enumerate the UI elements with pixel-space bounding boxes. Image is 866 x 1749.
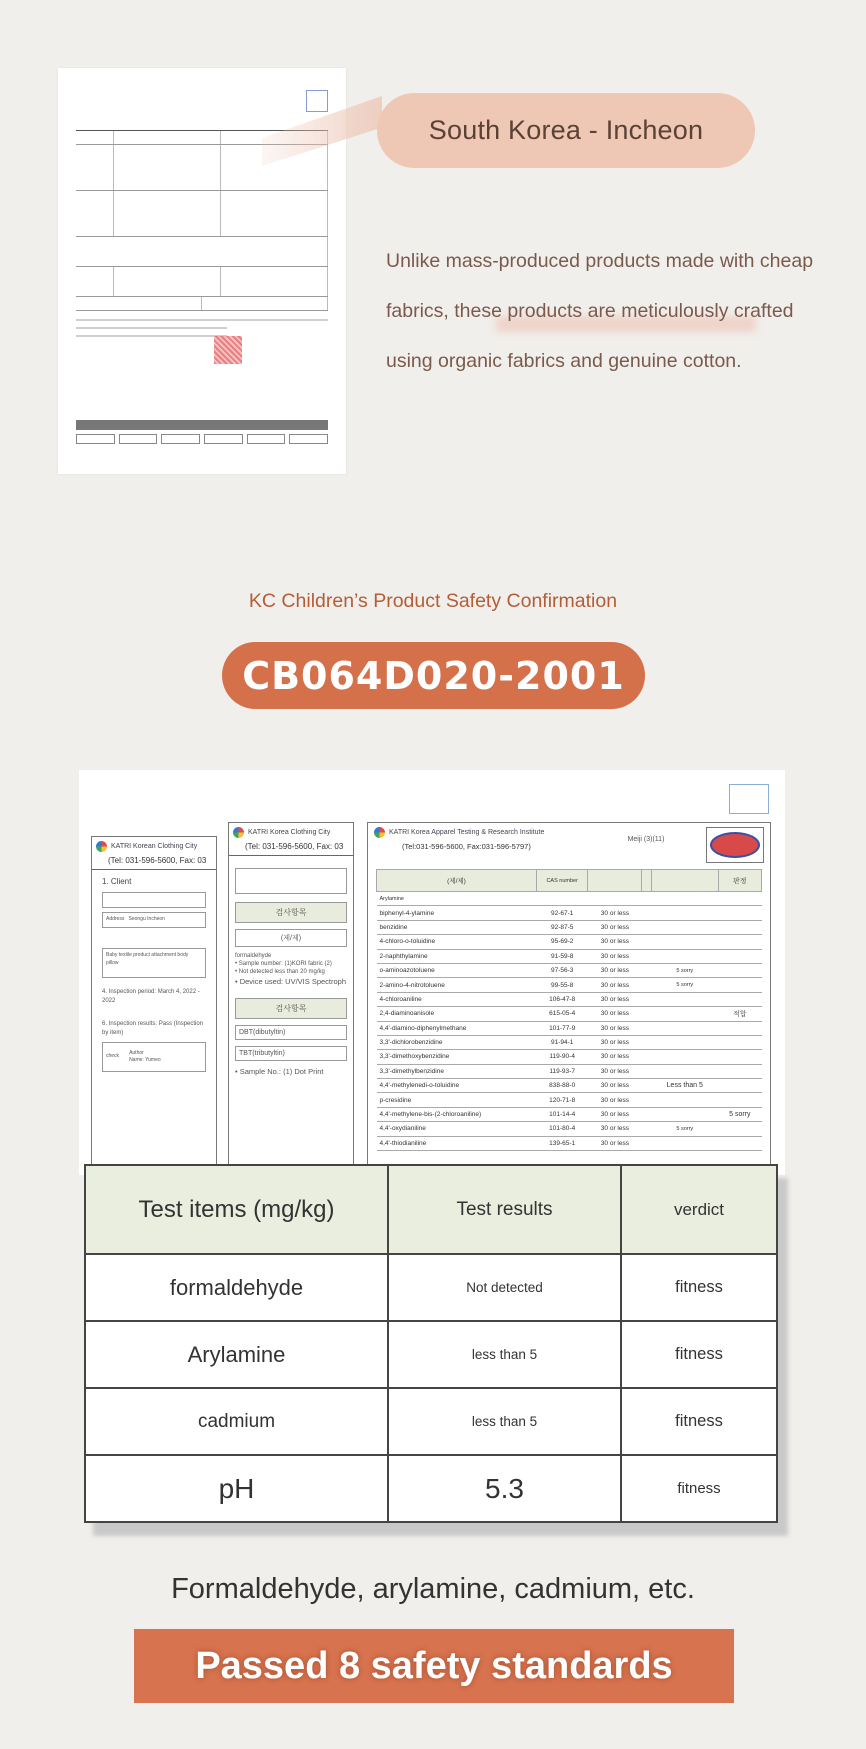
- limit: 30 or less: [588, 992, 642, 1006]
- tested-substances-summary: Formaldehyde, arylamine, cadmium, etc.: [171, 1573, 695, 1605]
- location-badge: South Korea - Incheon: [377, 93, 755, 168]
- limit: 30 or less: [588, 1007, 642, 1021]
- verdict: [718, 949, 761, 963]
- result-1: [642, 920, 651, 934]
- limit: 30 or less: [588, 1107, 642, 1121]
- table-row: [85, 1455, 777, 1522]
- arylamine-row: [377, 1107, 762, 1121]
- test-verdict: fitness: [621, 1321, 777, 1388]
- cas-number: 91-94-1: [537, 1035, 588, 1049]
- test-result: 5.3: [388, 1455, 621, 1522]
- table-row: [85, 1388, 777, 1455]
- substance-name: biphenyl-4-ylamine: [377, 906, 537, 920]
- cas-number: 99-55-8: [537, 978, 588, 992]
- test-report-page-3: [367, 822, 771, 1175]
- cas-number: 95-69-2: [537, 935, 588, 949]
- result-2: 5 sorry: [651, 978, 718, 992]
- result-2: [651, 1064, 718, 1078]
- inspection-item-heading: 검사항목: [235, 998, 347, 1019]
- limit: 30 or less: [588, 1050, 642, 1064]
- arylamine-row: [377, 992, 762, 1006]
- katri-logo-icon: [233, 827, 244, 838]
- substance-name: 4,4'-diamino-diphenylmethane: [377, 1021, 537, 1035]
- katri-logo: KATRI Korea Apparel Testing & Research Institute: [374, 827, 586, 838]
- substance-name: 4,4'-thiodianiline: [377, 1136, 537, 1150]
- substance-name: 4,4'-methylenedi-o-toluidine: [377, 1079, 537, 1093]
- cas-number: 139-65-1: [537, 1136, 588, 1150]
- test-item: formaldehyde: [85, 1254, 388, 1321]
- report-bullet: • Device used: UV/VIS Spectroph: [235, 977, 347, 986]
- result-1: [642, 1050, 651, 1064]
- verdict: 적합: [718, 1007, 761, 1021]
- certificate-stamp-icon: [306, 90, 328, 112]
- arylamine-row: [377, 978, 762, 992]
- certificate-text-lines: [76, 319, 328, 337]
- result-1: [642, 1122, 651, 1136]
- result-1: [642, 1136, 651, 1150]
- cas-number: 106-47-8: [537, 992, 588, 1006]
- report-bullet: • Sample number: (1)KORI fabric (2): [235, 961, 332, 967]
- test-item: Arylamine: [85, 1321, 388, 1388]
- verdict: [718, 1079, 761, 1093]
- table-row: [85, 1321, 777, 1388]
- result-1: [642, 992, 651, 1006]
- formaldehyde-label: formaldehyde: [235, 953, 272, 959]
- result-2: [651, 1107, 718, 1121]
- arylamine-row: [377, 1021, 762, 1035]
- test-results-table: [84, 1164, 778, 1523]
- inspection-item-heading: 검사항목: [235, 902, 347, 923]
- check-box: check Author Name: Yumeo: [102, 1042, 206, 1072]
- arylamine-row: [377, 935, 762, 949]
- result-2: [651, 1136, 718, 1150]
- limit: 30 or less: [588, 949, 642, 963]
- arylamine-heading: Arylamine: [377, 892, 762, 906]
- substance-name: p-cresidine: [377, 1093, 537, 1107]
- result-1: [642, 963, 651, 977]
- arylamine-row: [377, 1035, 762, 1049]
- limit: 30 or less: [588, 963, 642, 977]
- tbt-label: TBT(tributyltin): [235, 1046, 347, 1061]
- cas-number: 101-14-4: [537, 1107, 588, 1121]
- result-2: [651, 1021, 718, 1035]
- arylamine-row: [377, 1064, 762, 1078]
- limit: 30 or less: [588, 1021, 642, 1035]
- result-2: Less than 5: [651, 1079, 718, 1093]
- substance-name: o-aminoazotoluene: [377, 963, 537, 977]
- lab-phone: (Tel: 031-596-5600, Fax: 03: [92, 856, 216, 870]
- verdict: [718, 1035, 761, 1049]
- certificate-header: [76, 90, 328, 130]
- limit: 30 or less: [588, 1136, 642, 1150]
- result-1: [642, 949, 651, 963]
- limit: 30 or less: [588, 978, 642, 992]
- result-2: [651, 992, 718, 1006]
- verdict: 5 sorry: [718, 1107, 761, 1121]
- column-verdict: 판정: [718, 870, 761, 892]
- verdict: [718, 963, 761, 977]
- verdict: [718, 1136, 761, 1150]
- limit: 30 or less: [588, 1093, 642, 1107]
- sample-number: • Sample No.: (1) Dot Print: [235, 1067, 324, 1076]
- lab-phone: (Tel:031-596-5600, Fax:031-596-5797): [402, 842, 531, 851]
- result-1: [642, 978, 651, 992]
- report-bullet: • Not detected less than 20 mg/kg: [235, 969, 325, 975]
- cas-number: 101-80-4: [537, 1122, 588, 1136]
- result-1: [642, 1093, 651, 1107]
- report-corner-stamp-icon: [729, 784, 769, 814]
- limit: 30 or less: [588, 1064, 642, 1078]
- client-name-box: [102, 892, 206, 908]
- katri-logo-icon: [96, 841, 107, 852]
- result-1: [642, 935, 651, 949]
- column-cas: CAS number: [537, 870, 588, 892]
- cas-number: 838-88-0: [537, 1079, 588, 1093]
- certificate-number-field: [586, 827, 706, 843]
- limit: 30 or less: [588, 920, 642, 934]
- description-line: fabrics, these products are meticulously crafted: [386, 296, 856, 346]
- result-1: [642, 1007, 651, 1021]
- header-verdict: verdict: [621, 1165, 777, 1254]
- client-address-box: Address Seongu Incheon: [102, 912, 206, 928]
- result-1: [642, 1064, 651, 1078]
- kc-section-title: KC Children’s Product Safety Confirmation: [248, 590, 618, 612]
- limit: 30 or less: [588, 1035, 642, 1049]
- cas-number: 119-93-7: [537, 1064, 588, 1078]
- substance-name: benzidine: [377, 920, 537, 934]
- result-2: [651, 920, 718, 934]
- official-seal-icon: [214, 336, 242, 364]
- result-2: [651, 949, 718, 963]
- verdict: [718, 978, 761, 992]
- katri-logo: KATRI Korea Clothing City: [229, 823, 353, 842]
- arylamine-row: [377, 920, 762, 934]
- limit: 30 or less: [588, 1079, 642, 1093]
- katri-logo-icon: [374, 827, 385, 838]
- inspection-item-box: [235, 868, 347, 894]
- cas-number: 91-59-8: [537, 949, 588, 963]
- test-verdict: fitness: [621, 1388, 777, 1455]
- substance-name: 2-amino-4-nitrotoluene: [377, 978, 537, 992]
- dbt-label: DBT(dibutyltin): [235, 1025, 347, 1040]
- arylamine-row: [377, 1136, 762, 1150]
- test-report-page-2: [228, 822, 354, 1175]
- table-row: [85, 1254, 777, 1321]
- substance-name: 4-chloro-o-toluidine: [377, 935, 537, 949]
- result-1: [642, 1079, 651, 1093]
- meiji-label: Meiji (3)(11): [627, 836, 665, 843]
- inspection-period: 4. Inspection period: March 4, 2022 - 2022: [102, 989, 200, 1004]
- test-result: Not detected: [388, 1254, 621, 1321]
- limit: 30 or less: [588, 1122, 642, 1136]
- client-heading: 1. Client: [102, 877, 132, 886]
- header-test-items: Test items (mg/kg): [85, 1165, 388, 1254]
- cas-number: 120-71-8: [537, 1093, 588, 1107]
- result-1: [642, 1107, 651, 1121]
- result-2: [651, 1050, 718, 1064]
- verdict: [718, 1122, 761, 1136]
- cas-number: 119-90-4: [537, 1050, 588, 1064]
- test-result: less than 5: [388, 1321, 621, 1388]
- verdict: [718, 1064, 761, 1078]
- verdict: [718, 1021, 761, 1035]
- verdict: [718, 992, 761, 1006]
- substance-name: 2-naphthylamine: [377, 949, 537, 963]
- verdict: [718, 1050, 761, 1064]
- verdict: [718, 1093, 761, 1107]
- cas-number: 92-67-1: [537, 906, 588, 920]
- substance-name: 3,3'-dimethylbenzidine: [377, 1064, 537, 1078]
- certificate-process-steps: [76, 420, 328, 444]
- description-line: Unlike mass-produced products made with cheap: [386, 250, 814, 272]
- test-result: less than 5: [388, 1388, 621, 1455]
- arylamine-row: [377, 949, 762, 963]
- substance-name: 3,3'-dimethoxybenzidine: [377, 1050, 537, 1064]
- result-2: [651, 935, 718, 949]
- test-report-collage: [79, 770, 785, 1175]
- arylamine-row: [377, 1122, 762, 1136]
- passed-standards-banner: Passed 8 safety standards: [134, 1629, 734, 1703]
- test-item: cadmium: [85, 1388, 388, 1455]
- verdict: [718, 906, 761, 920]
- katri-logo: KATRI Korean Clothing City: [92, 837, 216, 856]
- certificate-number-badge: CB064D020-2001: [222, 642, 645, 709]
- substance-name: 4,4'-oxydianiline: [377, 1122, 537, 1136]
- result-2: [651, 1035, 718, 1049]
- arylamine-test-table: [376, 869, 762, 1151]
- lab-seal-icon: [706, 827, 764, 863]
- result-2: 5 sorry: [651, 1122, 718, 1136]
- result-1: [642, 1021, 651, 1035]
- test-item: pH: [85, 1455, 388, 1522]
- verdict: [718, 920, 761, 934]
- cas-number: 97-56-3: [537, 963, 588, 977]
- substance-name: 2,4-diaminoanisole: [377, 1007, 537, 1021]
- result-1: [642, 1035, 651, 1049]
- arylamine-row: [377, 1050, 762, 1064]
- arylamine-row: [377, 1079, 762, 1093]
- cas-number: 92-87-5: [537, 920, 588, 934]
- cas-number: 101-77-9: [537, 1021, 588, 1035]
- inspection-results: 6. Inspection results: Pass (Inspection by item): [102, 1021, 204, 1036]
- sample-box: Baby textile product attachment body pillow: [102, 948, 206, 978]
- substance-name: 3,3'-dichlorobenzidine: [377, 1035, 537, 1049]
- substance-name: 4,4'-methylene-bis-(2-chloroaniline): [377, 1107, 537, 1121]
- unit-box: (제/제): [235, 929, 347, 947]
- result-2: [651, 1093, 718, 1107]
- test-verdict: fitness: [621, 1455, 777, 1522]
- product-description: [386, 246, 856, 396]
- limit: 30 or less: [588, 935, 642, 949]
- header-test-results: Test results: [388, 1165, 621, 1254]
- arylamine-row: [377, 906, 762, 920]
- lab-phone: (Tel: 031-596-5600, Fax: 03: [229, 842, 353, 856]
- substance-name: 4-chloroaniline: [377, 992, 537, 1006]
- result-1: [642, 906, 651, 920]
- description-line: using organic fabrics and genuine cotton.: [386, 350, 742, 372]
- test-report-page-1: [91, 836, 217, 1175]
- limit: 30 or less: [588, 906, 642, 920]
- arylamine-row: [377, 1093, 762, 1107]
- result-2: 5 sorry: [651, 963, 718, 977]
- test-verdict: fitness: [621, 1254, 777, 1321]
- column-unit: (제/제): [377, 870, 537, 892]
- certificate-form-grid: [76, 130, 328, 311]
- arylamine-row: [377, 1007, 762, 1021]
- result-2: [651, 906, 718, 920]
- result-2: [651, 1007, 718, 1021]
- cas-number: 615-05-4: [537, 1007, 588, 1021]
- verdict: [718, 935, 761, 949]
- arylamine-row: [377, 963, 762, 977]
